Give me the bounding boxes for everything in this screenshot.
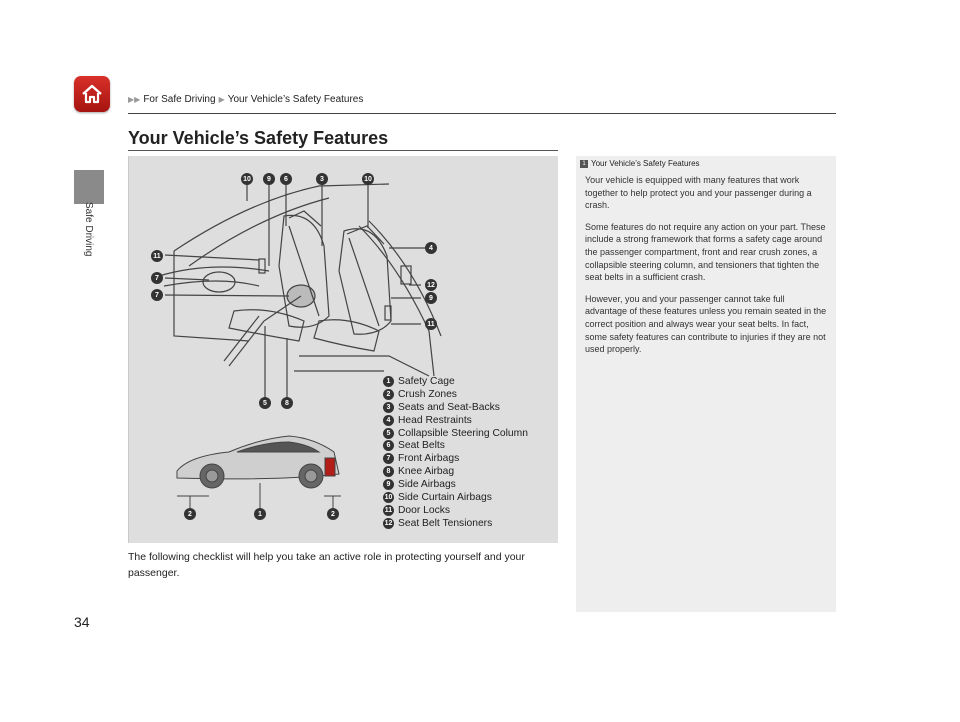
- note-heading: [580, 159, 700, 168]
- legend-label: Collapsible Steering Column: [398, 427, 528, 439]
- breadcrumb: [128, 94, 363, 105]
- legend-item: [383, 504, 528, 517]
- legend-item: [383, 414, 528, 427]
- callout-badge: 7: [151, 289, 163, 301]
- home-button[interactable]: [74, 76, 110, 112]
- legend-label: Side Curtain Airbags: [398, 491, 492, 503]
- body-paragraph: The following checklist will help you take an active role in protecting yourself and your passenger.: [128, 551, 525, 579]
- note-heading-text: Your Vehicle’s Safety Features: [591, 159, 700, 168]
- legend-number: 5: [383, 428, 394, 439]
- legend-item: [383, 388, 528, 401]
- side-note-panel: [576, 156, 836, 612]
- legend-number: 2: [383, 389, 394, 400]
- legend-label: Seat Belts: [398, 440, 445, 452]
- legend-label: Seats and Seat-Backs: [398, 401, 500, 413]
- home-icon: [80, 82, 104, 106]
- callout-badge: 4: [425, 242, 437, 254]
- legend-item: [383, 427, 528, 440]
- legend-item: [383, 517, 528, 530]
- title-divider: [128, 150, 558, 151]
- legend-label: Head Restraints: [398, 414, 472, 426]
- legend-item: [383, 401, 528, 414]
- legend-number: 10: [384, 493, 393, 501]
- legend-number: 6: [383, 440, 394, 451]
- note-paragraph: Your vehicle is equipped with many features that work together to help protect you and your passenger during a crash.: [585, 175, 812, 211]
- page-number: 34: [74, 614, 90, 630]
- note-paragraph: However, you and your passenger cannot take full advantage of these features unless you remain seated in the correct position and always wear your seat belts. In fact, some safety features can contribute to injuries if they are not used properly.: [585, 293, 827, 355]
- note-paragraph: Some features do not require any action on your part. These include a strong framework that forms a safety cage around the passenger compartment, front and rear crush zones, a collapsible steering column, and tensioners that tighten the seat belts in a sufficient crash.: [585, 221, 826, 283]
- legend-number: 7: [383, 453, 394, 464]
- legend-label: Knee Airbag: [398, 466, 455, 478]
- legend-item: [383, 491, 528, 504]
- legend-label: Safety Cage: [398, 375, 455, 387]
- callout-badge: 6: [280, 173, 292, 185]
- callout-badge: 2: [327, 508, 339, 520]
- breadcrumb-arrow-icon: ▶: [218, 95, 225, 104]
- legend-item: [383, 439, 528, 452]
- callout-badge: 11: [151, 250, 163, 262]
- page-title: Your Vehicle’s Safety Features: [128, 128, 389, 148]
- note-body: [585, 174, 829, 365]
- legend-number: 9: [383, 479, 394, 490]
- callout-badge: 2: [184, 508, 196, 520]
- callout-badge: 10: [241, 173, 253, 185]
- legend-number: 1: [383, 376, 394, 387]
- section-tab[interactable]: [74, 170, 104, 204]
- callout-badge: 9: [425, 292, 437, 304]
- breadcrumb-current: Your Vehicle’s Safety Features: [227, 94, 364, 105]
- feature-legend: [383, 375, 528, 530]
- legend-number: 8: [383, 466, 394, 477]
- callout-badge: 9: [263, 173, 275, 185]
- breadcrumb-arrow-icon: ▶▶: [128, 95, 141, 104]
- safety-features-figure: [128, 156, 558, 543]
- callout-badge: 12: [425, 279, 437, 291]
- legend-item: [383, 452, 528, 465]
- legend-label: Side Airbags: [398, 479, 456, 491]
- legend-label: Door Locks: [398, 504, 451, 516]
- header-divider: [128, 113, 836, 114]
- callout-badge: 5: [259, 397, 271, 409]
- legend-label: Crush Zones: [398, 388, 457, 400]
- legend-number: 4: [383, 415, 394, 426]
- legend-number: 12: [384, 519, 393, 527]
- callout-badge: 11: [425, 318, 437, 330]
- callout-badge: 1: [254, 508, 266, 520]
- callout-badge: 7: [151, 272, 163, 284]
- note-marker-icon: 1: [580, 160, 588, 168]
- callout-badge: 8: [281, 397, 293, 409]
- legend-label: Front Airbags: [398, 453, 460, 465]
- legend-number: 3: [383, 402, 394, 413]
- legend-label: Seat Belt Tensioners: [398, 517, 493, 529]
- legend-item: [383, 478, 528, 491]
- breadcrumb-link-safe-driving[interactable]: For Safe Driving: [143, 94, 216, 105]
- legend-number: 11: [384, 506, 393, 514]
- callout-badge: 10: [362, 173, 374, 185]
- legend-item: [383, 375, 528, 388]
- callout-badge: 3: [316, 173, 328, 185]
- legend-item: [383, 465, 528, 478]
- section-label: Safe Driving: [83, 202, 94, 257]
